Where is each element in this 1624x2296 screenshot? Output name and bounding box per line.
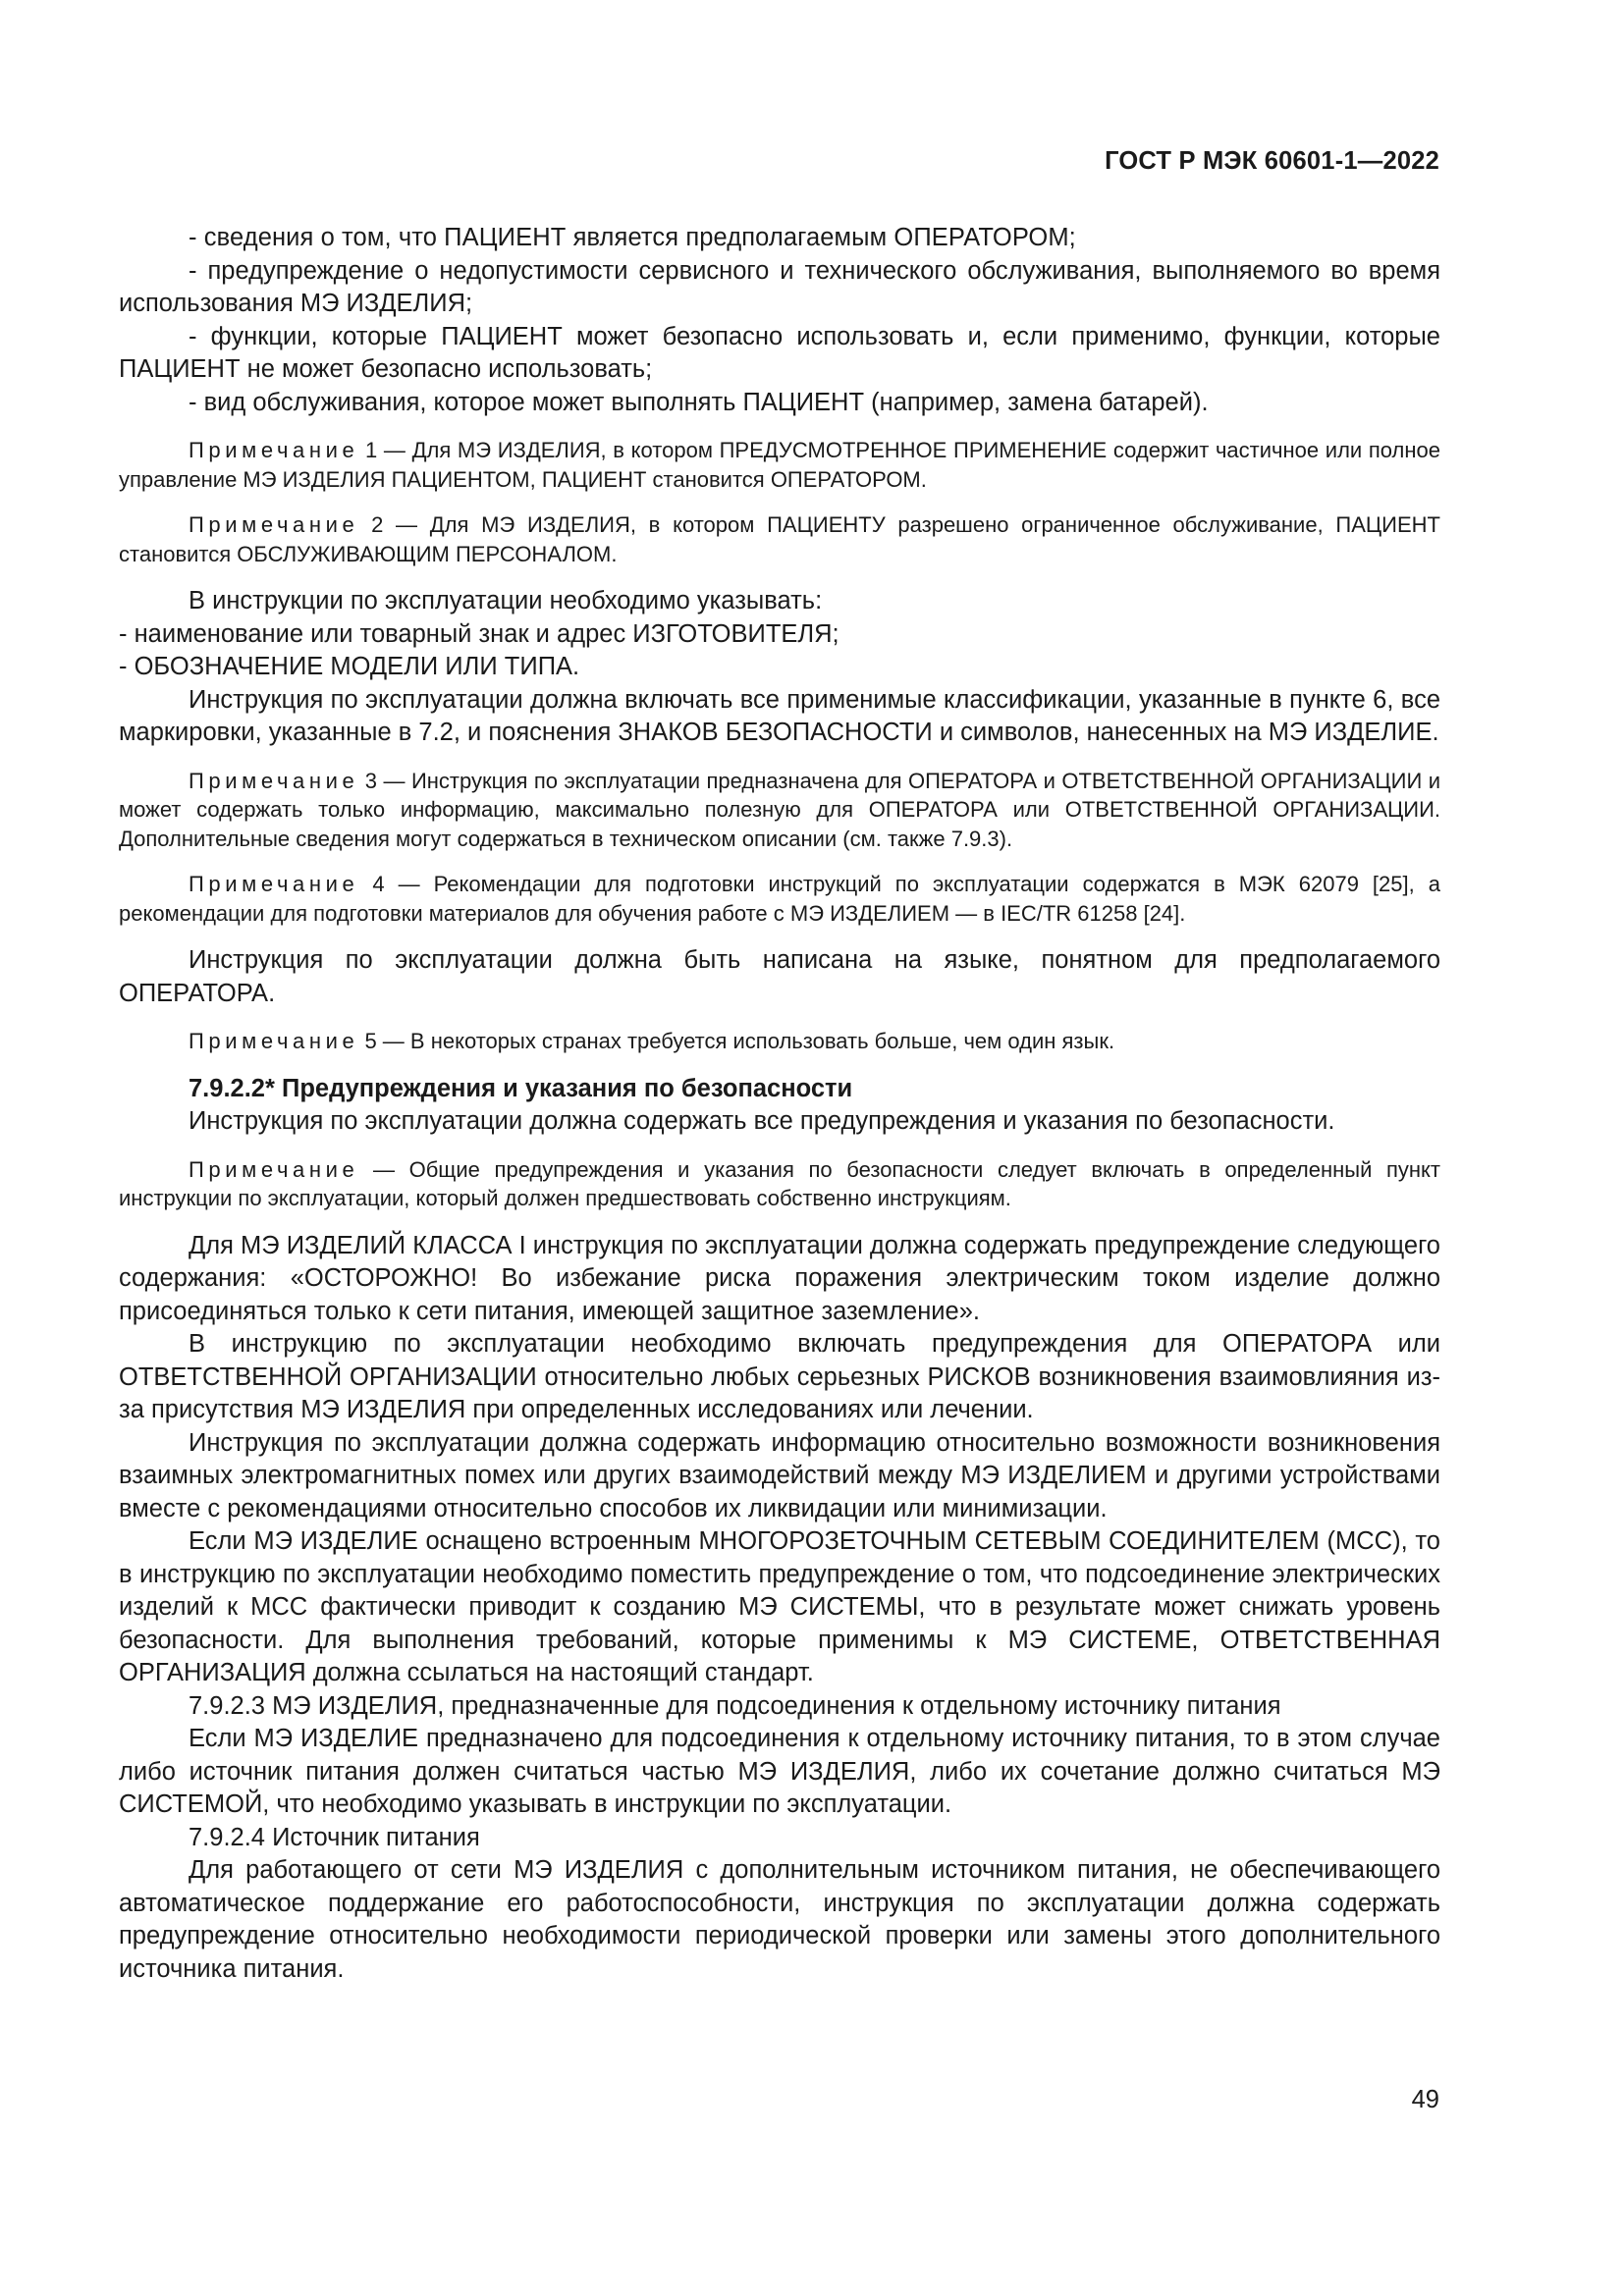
note-4: [119, 870, 1440, 928]
paragraph: В инструкцию по эксплуатации необходимо включать предупреждения для ОПЕРАТОРА или ОТВЕТСТВЕННОЙ ОРГАНИЗАЦИИ относительно любых серьезных РИСКОВ возникновения взаимовлияния из-за присутствия МЭ ИЗДЕЛИЯ при определенных исследованиях или лечении.: [119, 1330, 1440, 1423]
note-label: Примечание: [189, 438, 359, 462]
note-text: 4 — Рекомендации для подготовки инструкций по эксплуатации содержатся в МЭК 62079 [25], а рекомендации для подготовки материалов для обучения работе с МЭ ИЗДЕЛИЕМ — в IEC/TR 61258 [24].: [119, 872, 1440, 926]
document-header-id: ГОСТ Р МЭК 60601-1—2022: [1105, 147, 1439, 175]
note-text: 2 — Для МЭ ИЗДЕЛИЯ, в котором ПАЦИЕНТУ разрешено ограниченное обслуживание, ПАЦИЕНТ становится ОБСЛУЖИВАЮЩИМ ПЕРСОНАЛОМ.: [119, 512, 1440, 566]
page-number: 49: [1411, 2086, 1439, 2113]
note-label: Примечание: [189, 872, 359, 896]
note-label: Примечание: [189, 1029, 359, 1053]
list-item: - предупреждение о недопустимости сервисного и технического обслуживания, выполняемого во время использования МЭ ИЗДЕЛИЯ;: [119, 256, 1440, 317]
paragraph: Инструкция по эксплуатации должна включать все применимые классификации, указанные в пункте 6, все маркировки, указанные в 7.2, и пояснения ЗНАКОВ БЕЗОПАСНОСТИ и символов, нанесенных на МЭ ИЗДЕЛИЕ.: [119, 685, 1440, 746]
note-label: Примечание: [189, 512, 359, 537]
note-text: 3 — Инструкция по эксплуатации предназначена для ОПЕРАТОРА и ОТВЕТСТВЕННОЙ ОРГАНИЗАЦИИ и может содержать только информацию, максимально полезную для ОПЕРАТОРА или ОТВЕТСТВЕННОЙ ОРГАНИЗАЦИИ. Дополнительные сведения могут содержаться в техническом описании (см. также 7.9.3).: [119, 768, 1440, 851]
note-text: — Общие предупреждения и указания по безопасности следует включать в определенный пункт инструкции по эксплуатации, который должен предшествовать собственно инструкциям.: [119, 1156, 1440, 1210]
note-5: [119, 1027, 1440, 1056]
paragraph: Для работающего от сети МЭ ИЗДЕЛИЯ с дополнительным источником питания, не обеспечивающего автоматическое поддержание его работоспособности, инструкция по эксплуатации должна содержать предупреждение относительно необходимости периодической проверки или замены этого дополнительного источника питания.: [119, 1856, 1440, 1983]
note-2: [119, 510, 1440, 568]
paragraph: Инструкция по эксплуатации должна содержать информацию относительно возможности возникновения взаимных электромагнитных помех или других взаимодействий между МЭ ИЗДЕЛИЕМ и другими устройствами вместе с рекомендациями относительно способов их ликвидации или минимизации.: [119, 1428, 1440, 1522]
note-label: Примечание: [189, 1156, 359, 1182]
list-item: - наименование или товарный знак и адрес ИЗГОТОВИТЕЛЯ;: [119, 619, 839, 648]
paragraph: Инструкция по эксплуатации должна содержать все предупреждения и указания по безопасности.: [189, 1107, 1335, 1135]
list-item: - ОБОЗНАЧЕНИЕ МОДЕЛИ ИЛИ ТИПА.: [119, 653, 580, 680]
note-text: 1 — Для МЭ ИЗДЕЛИЯ, в котором ПРЕДУСМОТРЕННОЕ ПРИМЕНЕНИЕ содержит частичное или полное управление МЭ ИЗДЕЛИЯ ПАЦИЕНТОМ, ПАЦИЕНТ становится ОПЕРАТОРОМ.: [119, 438, 1440, 492]
subsection-heading: 7.9.2.3 МЭ ИЗДЕЛИЯ, предназначенные для подсоединения к отдельному источнику питания: [189, 1691, 1281, 1720]
paragraph: Если МЭ ИЗДЕЛИЕ предназначено для подсоединения к отдельному источнику питания, то в этом случае либо источник питания должен считаться частью МЭ ИЗДЕЛИЯ, либо их сочетание должно считаться МЭ СИСТЕМОЙ, что необходимо указывать в инструкции по эксплуатации.: [119, 1725, 1440, 1818]
note-6: [119, 1155, 1440, 1213]
subsection-heading: 7.9.2.4 Источник питания: [189, 1823, 480, 1851]
note-label: Примечание: [189, 768, 359, 793]
section-heading: 7.9.2.2* Предупреждения и указания по безопасности: [189, 1074, 853, 1102]
list-item: - функции, которые ПАЦИЕНТ может безопасно использовать и, если применимо, функции, которые ПАЦИЕНТ не может безопасно использовать;: [119, 322, 1440, 383]
paragraph: В инструкции по эксплуатации необходимо указывать:: [189, 587, 823, 614]
note-3: [119, 767, 1440, 854]
paragraph: Если МЭ ИЗДЕЛИЕ оснащено встроенным МНОГОРОЗЕТОЧНЫМ СЕТЕВЫМ СОЕДИНИТЕЛЕМ (МСС), то в инструкцию по эксплуатации необходимо поместить предупреждение о том, что подсоединение электрических изделий к МСС фактически приводит к созданию МЭ СИСТЕМЫ, что в результате может снижать уровень безопасности. Для выполнения требований, которые применимы к МЭ СИСТЕМЕ, ОТВЕТСТВЕННАЯ ОРГАНИЗАЦИЯ должна ссылаться на настоящий стандарт.: [119, 1527, 1440, 1686]
list-item: - сведения о том, что ПАЦИЕНТ является предполагаемым ОПЕРАТОРОМ;: [189, 224, 1076, 251]
page-content: [119, 222, 1440, 1986]
paragraph: Для МЭ ИЗДЕЛИЙ КЛАССА I инструкция по эксплуатации должна содержать предупреждение следующего содержания: «ОСТОРОЖНО! Во избежание риска поражения электрическим током изделие должно присоединяться только к сети питания, имеющей защитное заземление».: [119, 1231, 1440, 1325]
note-text: 5 — В некоторых странах требуется использовать больше, чем один язык.: [358, 1029, 1115, 1053]
list-item: - вид обслуживания, которое может выполнять ПАЦИЕНТ (например, замена батарей).: [189, 388, 1209, 416]
note-1: [119, 436, 1440, 494]
paragraph: Инструкция по эксплуатации должна быть написана на языке, понятном для предполагаемого ОПЕРАТОРА.: [119, 946, 1440, 1007]
